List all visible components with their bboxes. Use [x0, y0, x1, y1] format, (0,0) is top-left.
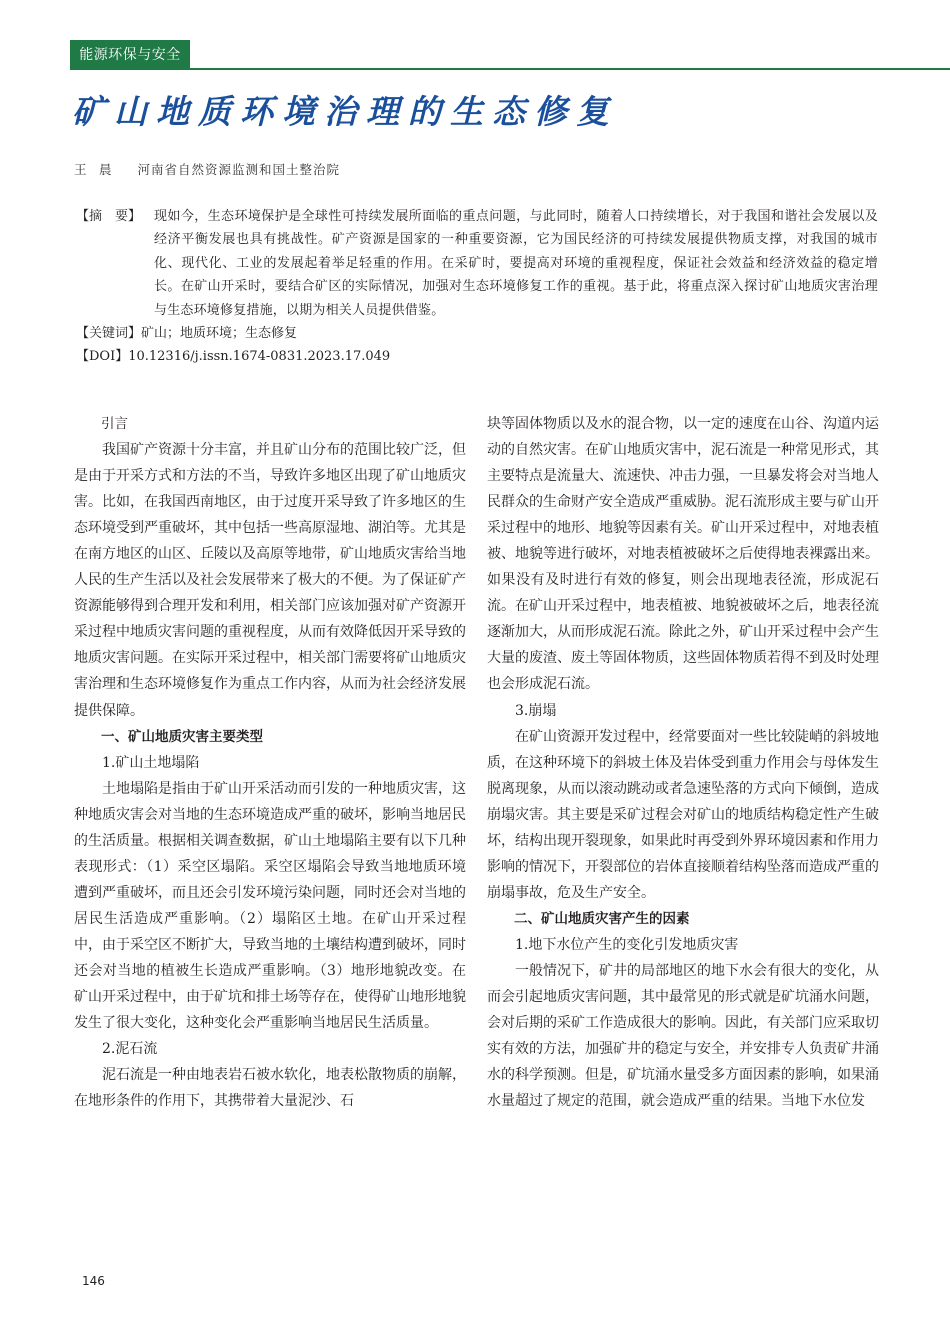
right-column	[487, 411, 879, 1114]
subsection-2-heading: 2.泥石流	[102, 1041, 158, 1058]
doi-label: 【DOI】	[76, 349, 129, 365]
section-1-heading: 一、矿山地质灾害主要类型	[101, 728, 263, 745]
doi-row	[76, 345, 878, 368]
section-2-heading: 二、矿山地质灾害产生的因素	[514, 910, 690, 927]
keywords-label: 【关键词】	[76, 326, 142, 342]
abstract-label: 【摘 要】	[76, 209, 142, 224]
abstract-text: 现如今，生态环境保护是全球性可持续发展所面临的重点问题，与此同时，随着人口持续增长，对于我国和谐社会发展以及经济平衡发展也具有挑战性。矿产资源是国家的一种重要资源，它为国民经济的可持续发展提供物质支撑，对我国的城市化、现代化、工业的发展起着举足轻重的作用。在采矿时，要提高对环境的重视程度，保证社会效益和经济效益的稳定增长。在矿山开采时，要结合矿区的实际情况，加强对生态环境修复工作的重视。基于此，将重点深入探讨矿山地质灾害治理与生态环境修复措施，以期为相关人员提供借鉴。	[154, 209, 878, 318]
author-affiliation: 河南省自然资源监测和国土整治院	[137, 162, 341, 177]
article-title: 矿山地质环境治理的生态修复	[72, 92, 618, 131]
author-line	[74, 160, 340, 178]
abstract-block	[76, 205, 878, 369]
subsection-3-paragraph: 在矿山资源开发过程中，经常要面对一些比较陡峭的斜坡地质，在这种环境下的斜坡土体及岩体受到重力作用会与母体发生脱离现象，从而以滚动跳动或者急速坠落的方式向下倾倒，造成崩塌灾害。其主要是采矿过程会对矿山的地质结构稳定性产生破坏，结构出现开裂现象，如果此时再受到外界环境因素和作用力影响的情况下，开裂部位的岩体直接顺着结构坠落而造成严重的崩塌事故，危及生产安全。	[487, 728, 879, 901]
intro-paragraph: 我国矿产资源十分丰富，并且矿山分布的范围比较广泛，但是由于开采方式和方法的不当，导致许多地区出现了矿山地质灾害。比如，在我国西南地区，由于过度开采导致了许多地区的生态环境受到严重破坏，其中包括一些高原湿地、湖泊等。尤其是在南方地区的山区、丘陵以及高原等地带，矿山地质灾害给当地人民的生产生活以及社会发展带来了极大的不便。为了保证矿产资源能够得到合理开发和利用，相关部门应该加强对矿产资源开采过程中地质灾害问题的重视程度，从而有效降低因开采导致的地质灾害问题。在实际开采过程中，相关部门需要将矿山地质灾害治理和生态环境修复作为重点工作内容，从而为社会经济发展提供保障。	[74, 442, 466, 719]
section-tag: 能源环保与安全	[70, 40, 190, 70]
section-header-rule	[190, 68, 950, 70]
author-name: 王 晨	[74, 162, 112, 177]
left-column	[74, 411, 466, 1114]
keywords-row	[76, 322, 878, 345]
subsection-3-heading: 3.崩塌	[515, 702, 557, 719]
subsection-4-paragraph: 一般情况下，矿井的局部地区的地下水会有很大的变化，从而会引起地质灾害问题，其中最常见的形式就是矿坑涌水问题，会对后期的采矿工作造成很大的影响。因此，有关部门应采取切实有效的方法，加强矿井的稳定与安全，并安排专人负责矿井涌水的科学预测。但是，矿坑涌水量受多方面因素的影响，如果涌水量超过了规定的范围，就会造成严重的结果。当地下水位发	[487, 962, 879, 1110]
subsection-1-paragraph: 土地塌陷是指由于矿山开采活动而引发的一种地质灾害，这种地质灾害会对当地的生态环境造成严重的破坏，影响当地居民的生活质量。根据相关调查数据，矿山土地塌陷主要有以下几种表现形式：（1）采空区塌陷。采空区塌陷会导致当地地质环境遭到严重破坏，而且还会引发环境污染问题，同时还会对当地的居民生活造成严重影响。（2）塌陷区土地。在矿山开采过程中，由于采空区不断扩大，导致当地的土壤结构遭到破坏，同时还会对当地的植被生长造成严重影响。（3）地形地貌改变。在矿山开采过程中，由于矿坑和排土场等存在，使得矿山地形地貌发生了很大变化，这种变化会严重影响当地居民生活质量。	[74, 780, 466, 1032]
doi-text: 10.12316/j.issn.1674-0831.2023.17.049	[128, 349, 391, 365]
keywords-text: 矿山；地质环境；生态修复	[141, 326, 298, 342]
subsection-2-paragraph: 泥石流是一种由地表岩石被水软化，地表松散物质的崩解，在地形条件的作用下，其携带着大量泥沙、石	[74, 1067, 466, 1110]
page-number: 146	[82, 1274, 105, 1288]
subsection-1-heading: 1.矿山土地塌陷	[102, 754, 200, 771]
subsection-4-heading: 1.地下水位产生的变化引发地质灾害	[515, 936, 739, 953]
intro-heading: 引言	[101, 416, 128, 432]
abstract-row	[76, 205, 878, 322]
continued-paragraph: 块等固体物质以及水的混合物，以一定的速度在山谷、沟道内运动的自然灾害。在矿山地质灾害中，泥石流是一种常见形式，其主要特点是流量大、流速快、冲击力强，一旦暴发将会对当地人民群众的生命财产安全造成严重威胁。泥石流形成主要与矿山开采过程中的地形、地貌等因素有关。矿山开采过程中，对地表植被、地貌等进行破坏，对地表植被破坏之后使得地表裸露出来。如果没有及时进行有效的修复，则会出现地表径流，形成泥石流。在矿山开采过程中，地表植被、地貌被破坏之后，地表径流逐渐加大，从而形成泥石流。除此之外，矿山开采过程中会产生大量的废渣、废土等固体物质，这些固体物质若得不到及时处理也会形成泥石流。	[487, 416, 879, 693]
